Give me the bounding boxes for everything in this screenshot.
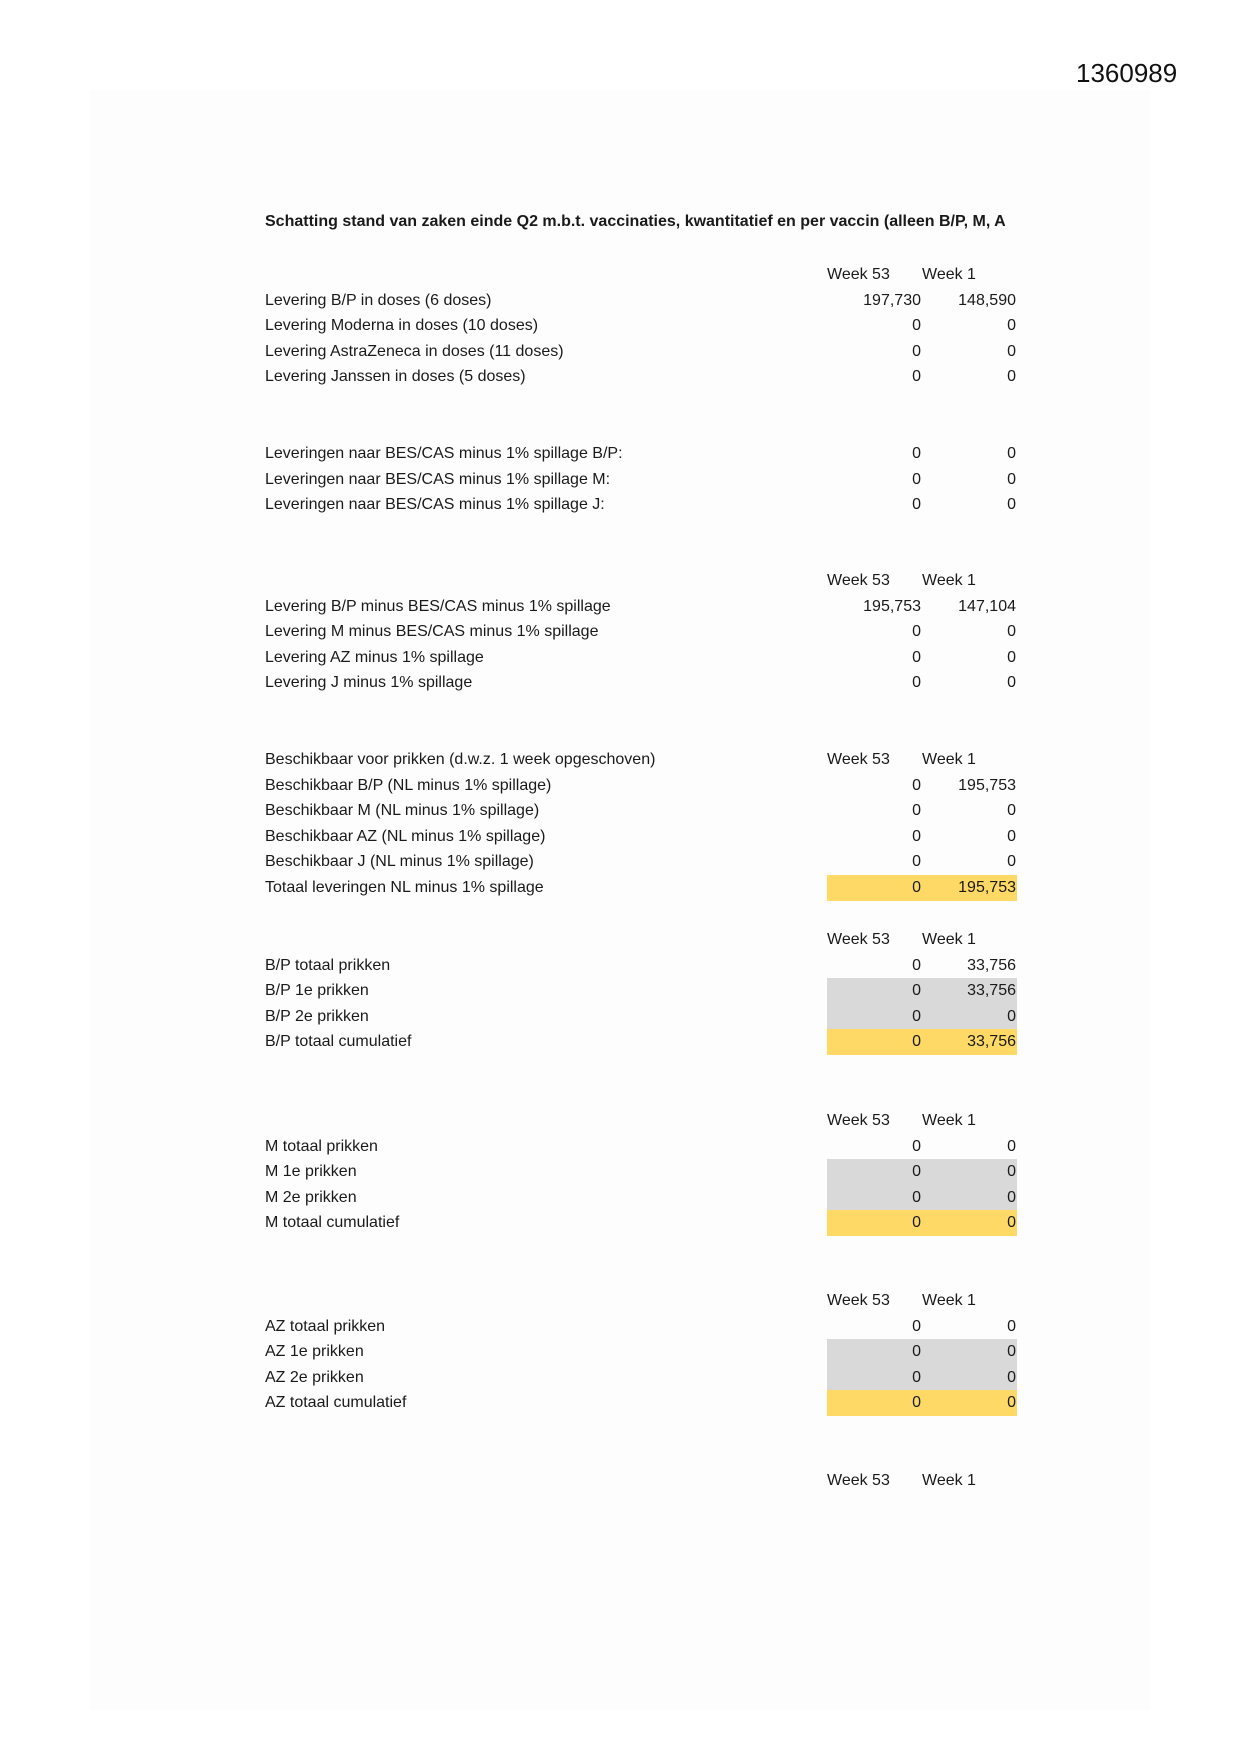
table-row xyxy=(265,339,1017,365)
row-label: M 1e prikken xyxy=(265,1163,357,1181)
cell-week-53: 0 xyxy=(912,776,921,794)
row-label: Leveringen naar BES/CAS minus 1% spillage M: xyxy=(265,470,611,488)
cell-week-53: 0 xyxy=(912,496,921,514)
cell-week-1: 195,753 xyxy=(958,879,1016,896)
table-row xyxy=(265,492,1017,518)
grey-highlight xyxy=(827,1004,1017,1030)
column-header-week-1: Week 1 xyxy=(922,1112,976,1129)
cell-week-1: 33,756 xyxy=(967,1033,1016,1051)
cell-week-1: 33,756 xyxy=(967,982,1016,1000)
table-row xyxy=(265,1210,1017,1236)
section-header xyxy=(265,747,1017,773)
document-number: 1360989 xyxy=(1076,58,1178,88)
cell-week-53: 0 xyxy=(912,445,921,462)
row-label: AZ totaal cumulatief xyxy=(265,1394,407,1412)
table-row xyxy=(265,441,1017,467)
column-header-week-53: Week 53 xyxy=(827,1472,890,1489)
grey-highlight xyxy=(827,1365,1017,1391)
cell-week-1: 0 xyxy=(1007,445,1016,462)
section-header xyxy=(265,1288,1017,1314)
column-header-week-1: Week 1 xyxy=(922,266,976,283)
cell-week-1: 147,104 xyxy=(958,597,1016,615)
row-label: B/P 1e prikken xyxy=(265,982,369,1000)
table-row xyxy=(265,645,1017,671)
table-row xyxy=(265,953,1017,979)
grey-highlight xyxy=(827,1339,1017,1365)
table-row xyxy=(265,619,1017,645)
row-label: Beschikbaar M (NL minus 1% spillage) xyxy=(265,802,540,820)
cell-week-1: 0 xyxy=(1007,802,1016,820)
cell-week-1: 195,753 xyxy=(958,776,1016,794)
cell-week-53: 0 xyxy=(912,317,921,335)
section-header xyxy=(265,927,1017,953)
table-row xyxy=(265,798,1017,824)
row-label: Levering AstraZeneca in doses (11 doses) xyxy=(265,342,564,360)
row-label: B/P totaal prikken xyxy=(265,956,391,974)
cell-week-1: 0 xyxy=(1007,1343,1016,1361)
cell-week-1: 0 xyxy=(1007,317,1016,335)
cell-week-53: 0 xyxy=(912,342,921,360)
cell-week-1: 0 xyxy=(1007,1317,1016,1335)
section-header xyxy=(265,568,1017,594)
row-label: M totaal prikken xyxy=(265,1137,378,1155)
row-label: B/P totaal cumulatief xyxy=(265,1033,412,1051)
table-row xyxy=(265,594,1017,620)
cell-week-53: 0 xyxy=(912,982,921,1000)
section-header xyxy=(265,262,1017,288)
row-label: AZ 1e prikken xyxy=(265,1343,364,1361)
table-row xyxy=(265,849,1017,875)
column-header-week-53: Week 53 xyxy=(827,266,890,283)
table-row xyxy=(265,288,1017,314)
table-row xyxy=(265,1029,1017,1055)
table-row xyxy=(265,467,1017,493)
cell-week-53: 0 xyxy=(912,1033,921,1051)
cell-week-1: 0 xyxy=(1007,368,1016,386)
cell-week-53: 0 xyxy=(912,623,921,641)
table-row xyxy=(265,1390,1017,1416)
column-header-week-1: Week 1 xyxy=(922,572,976,589)
cell-week-1: 33,756 xyxy=(967,956,1016,974)
column-header-week-53: Week 53 xyxy=(827,1112,890,1129)
cell-week-53: 0 xyxy=(912,470,921,488)
column-header-week-53: Week 53 xyxy=(827,931,890,948)
cell-week-53: 0 xyxy=(912,1394,921,1412)
cell-week-1: 148,590 xyxy=(958,291,1016,309)
table-row xyxy=(265,1004,1017,1030)
cell-week-53: 0 xyxy=(912,879,921,896)
cell-week-1: 0 xyxy=(1007,1214,1016,1232)
table-row xyxy=(265,1159,1017,1185)
row-label: Leveringen naar BES/CAS minus 1% spillage B/P: xyxy=(265,445,623,462)
cell-week-53: 0 xyxy=(912,853,921,871)
table-row xyxy=(265,1339,1017,1365)
row-label: Levering Moderna in doses (10 doses) xyxy=(265,317,539,335)
cell-week-53: 0 xyxy=(912,956,921,974)
row-label: M 2e prikken xyxy=(265,1188,357,1206)
cell-week-1: 0 xyxy=(1007,470,1016,488)
column-header-week-1: Week 1 xyxy=(922,1472,976,1489)
row-label: Beschikbaar AZ (NL minus 1% spillage) xyxy=(265,827,546,845)
cell-week-1: 0 xyxy=(1007,1394,1016,1412)
column-header-week-1: Week 1 xyxy=(922,751,976,768)
column-header-week-1: Week 1 xyxy=(922,931,976,948)
section-header xyxy=(265,1108,1017,1134)
document-title: Schatting stand van zaken einde Q2 m.b.t. vaccinaties, kwantitatief en per vaccin (alleen B/P, M, A xyxy=(265,213,1006,230)
table-row xyxy=(265,1134,1017,1160)
cell-week-53: 0 xyxy=(912,1214,921,1232)
cell-week-53: 0 xyxy=(912,648,921,666)
row-label: Beschikbaar J (NL minus 1% spillage) xyxy=(265,853,534,871)
cell-week-1: 0 xyxy=(1007,853,1016,871)
cell-week-1: 0 xyxy=(1007,1188,1016,1206)
cell-week-1: 0 xyxy=(1007,827,1016,845)
cell-week-1: 0 xyxy=(1007,674,1016,692)
table-row xyxy=(265,978,1017,1004)
yellow-highlight xyxy=(827,1210,1017,1236)
row-label: M totaal cumulatief xyxy=(265,1214,400,1232)
table-row xyxy=(265,773,1017,799)
row-label: Levering AZ minus 1% spillage xyxy=(265,648,484,666)
grey-highlight xyxy=(827,1185,1017,1211)
grey-highlight xyxy=(827,1159,1017,1185)
row-label: Levering B/P in doses (6 doses) xyxy=(265,291,492,309)
cell-week-1: 0 xyxy=(1007,1007,1016,1025)
cell-week-53: 0 xyxy=(912,1163,921,1181)
cell-week-53: 0 xyxy=(912,1368,921,1386)
section-header xyxy=(265,1468,1017,1494)
table-row xyxy=(265,1365,1017,1391)
cell-week-53: 0 xyxy=(912,1007,921,1025)
table-row xyxy=(265,824,1017,850)
table-row xyxy=(265,670,1017,696)
table-row xyxy=(265,313,1017,339)
cell-week-53: 0 xyxy=(912,1343,921,1361)
row-label: AZ 2e prikken xyxy=(265,1368,364,1386)
row-label: AZ totaal prikken xyxy=(265,1317,386,1335)
column-header-week-1: Week 1 xyxy=(922,1292,976,1309)
table-row xyxy=(265,1314,1017,1340)
row-label: Beschikbaar B/P (NL minus 1% spillage) xyxy=(265,776,552,794)
table-row xyxy=(265,1185,1017,1211)
row-label: Levering Janssen in doses (5 doses) xyxy=(265,368,526,386)
cell-week-53: 0 xyxy=(912,802,921,820)
cell-week-1: 0 xyxy=(1007,342,1016,360)
column-header-week-53: Week 53 xyxy=(827,751,890,768)
row-label: B/P 2e prikken xyxy=(265,1007,369,1025)
section-header-label: Beschikbaar voor prikken (d.w.z. 1 week opgeschoven) xyxy=(265,751,656,768)
cell-week-1: 0 xyxy=(1007,623,1016,641)
row-label: Leveringen naar BES/CAS minus 1% spillage J: xyxy=(265,496,605,514)
table-row xyxy=(265,364,1017,390)
cell-week-1: 0 xyxy=(1007,1368,1016,1386)
cell-week-53: 0 xyxy=(912,1317,921,1335)
row-label: Levering M minus BES/CAS minus 1% spillage xyxy=(265,623,599,641)
yellow-highlight xyxy=(827,1390,1017,1416)
column-header-week-53: Week 53 xyxy=(827,572,890,589)
row-label: Levering B/P minus BES/CAS minus 1% spillage xyxy=(265,597,611,615)
cell-week-53: 0 xyxy=(912,1137,921,1155)
cell-week-1: 0 xyxy=(1007,496,1016,514)
table-row xyxy=(265,875,1017,901)
cell-week-53: 0 xyxy=(912,827,921,845)
cell-week-53: 197,730 xyxy=(863,291,921,309)
cell-week-1: 0 xyxy=(1007,648,1016,666)
cell-week-53: 0 xyxy=(912,674,921,692)
cell-week-1: 0 xyxy=(1007,1163,1016,1181)
column-header-week-53: Week 53 xyxy=(827,1292,890,1309)
cell-week-53: 195,753 xyxy=(863,597,921,615)
cell-week-53: 0 xyxy=(912,1188,921,1206)
row-label: Levering J minus 1% spillage xyxy=(265,674,473,692)
row-label: Totaal leveringen NL minus 1% spillage xyxy=(265,879,544,896)
cell-week-53: 0 xyxy=(912,368,921,386)
cell-week-1: 0 xyxy=(1007,1137,1016,1155)
